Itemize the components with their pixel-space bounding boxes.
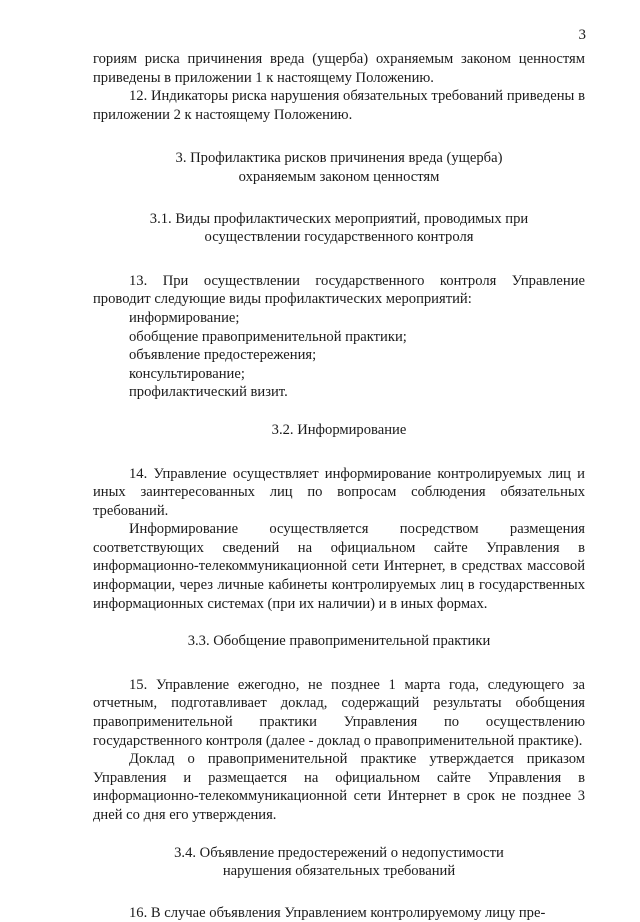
list-item: обобщение правоприменительной практики; xyxy=(129,328,407,345)
list-item: объявление предостережения; xyxy=(129,347,317,364)
paragraph-continuation: гориям риска причинения вреда (ущерба) охраняемым законом ценностям приведены в приложении 1 к настоящему Положению. xyxy=(93,51,585,86)
section-3-heading-line-1: 3. Профилактика рисков причинения вреда (ущерба) xyxy=(175,150,503,167)
section-3-1-heading-line-1: 3.1. Виды профилактических мероприятий, проводимых при xyxy=(149,210,529,227)
paragraph-16: 16. В случае объявления Управлением контролируемому лицу пре- xyxy=(129,904,546,921)
section-3-2-heading: 3.2. Информирование xyxy=(271,421,407,438)
measures-list xyxy=(93,309,585,402)
paragraph-14: 14. Управление осуществляет информирование контролируемых лиц и иных заинтересованных лиц по вопросам соблюдения обязательных требований. xyxy=(93,465,585,519)
paragraph-13: 13. При осуществлении государственного контроля Управление проводит следующие виды профилактических мероприятий: xyxy=(93,272,585,308)
list-item: информирование; xyxy=(129,309,240,326)
section-3-4-heading xyxy=(93,844,585,881)
section-3-heading xyxy=(93,149,585,186)
section-3-4-heading-line-1: 3.4. Объявление предостережений о недопустимости xyxy=(174,844,504,861)
section-3-3-heading: 3.3. Обобщение правоприменительной практики xyxy=(187,633,491,650)
document-body xyxy=(93,50,585,922)
section-3-4-heading-line-2: нарушения обязательных требований xyxy=(222,863,456,880)
paragraph-15: 15. Управление ежегодно, не позднее 1 марта года, следующего за отчетным, подготавливает доклад, содержащий результаты обобщения правоприменительной практики Управления по осуществлению государственного контроля (далее - доклад о правоприменительной практике). xyxy=(93,676,585,749)
section-3-1-heading-line-2: осуществлении государственного контроля xyxy=(204,229,474,246)
page-number: 3 xyxy=(578,27,586,43)
paragraph-15-continued: Доклад о правоприменительной практике утверждается приказом Управления и размещается на официальном сайте Управления в информационно-телекоммуникационной сети Интернет в срок не позднее 3 дней со дня его утверждения. xyxy=(93,751,585,823)
section-3-1-heading xyxy=(93,210,585,247)
list-item: профилактический визит. xyxy=(129,384,288,401)
paragraph-12: 12. Индикаторы риска нарушения обязательных требований приведены в приложении 2 к настоящему Положению. xyxy=(93,88,585,123)
paragraph-14-continued: Информирование осуществляется посредством размещения соответствующих сведений на официальном сайте Управления в информационно-телекоммуникационной сети Интернет, в средствах массовой информации, через личные кабинеты контролируемых лиц в государственных информационных системах (при их наличии) и в иных формах. xyxy=(93,521,585,612)
section-3-heading-line-2: охраняемым законом ценностям xyxy=(238,168,440,185)
list-item: консультирование; xyxy=(129,365,245,382)
